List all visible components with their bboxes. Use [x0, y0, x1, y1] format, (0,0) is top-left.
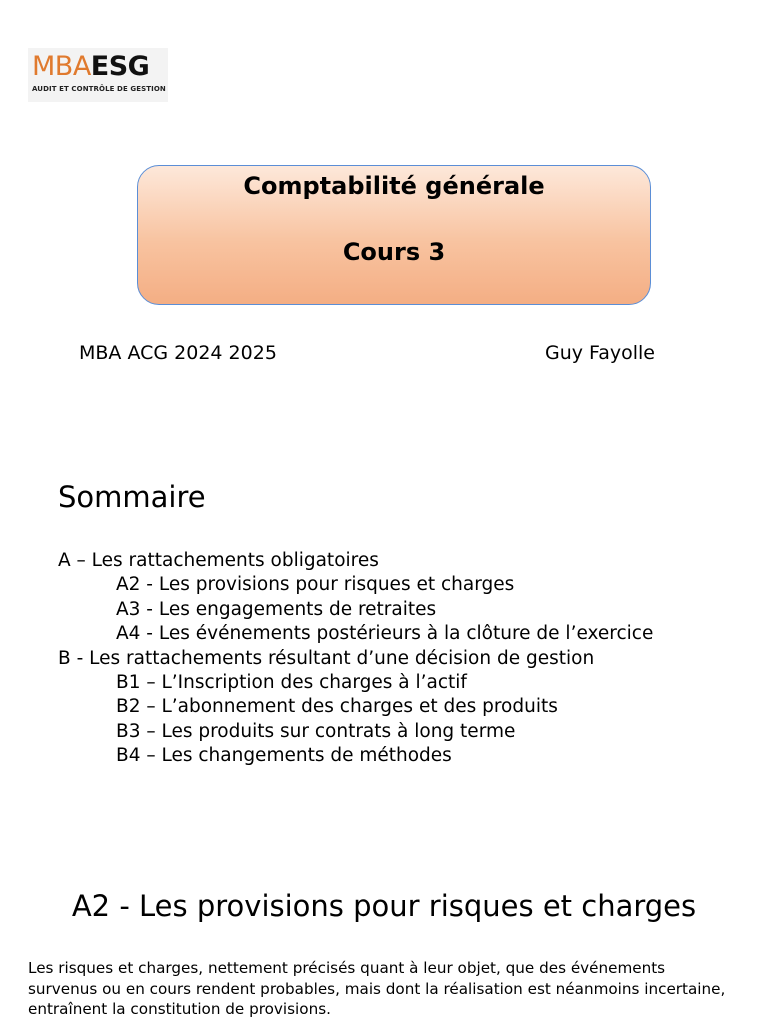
toc-item-b3: B3 – Les produits sur contrats à long terme: [116, 720, 516, 742]
mbaesg-logo: [28, 48, 168, 102]
logo-subtitle: AUDIT ET CONTRÔLE DE GESTION: [32, 85, 166, 93]
toc-item-b: B - Les rattachements résultant d’une décision de gestion: [58, 647, 595, 669]
toc-item-a3: A3 - Les engagements de retraites: [116, 598, 437, 620]
program-label: MBA ACG 2024 2025: [79, 342, 277, 364]
course-title: Comptabilité générale: [243, 172, 545, 200]
course-number: Cours 3: [342, 238, 446, 266]
author-name: Guy Fayolle: [545, 342, 655, 364]
section-paragraph: Les risques et charges, nettement précisés quant à leur objet, que des événements survenus ou en cours rendent probables, mais dont la réalisation est néanmoins incertaine, entraînent la constitution de provisions.: [28, 959, 726, 1018]
toc-item-b2: B2 – L’abonnement des charges et des produits: [116, 696, 558, 718]
toc-item-b1: B1 – L’Inscription des charges à l’actif: [116, 672, 467, 694]
toc-item-a4: A4 - Les événements postérieurs à la clôture de l’exercice: [116, 623, 654, 645]
toc-item-a: A – Les rattachements obligatoires: [58, 550, 379, 571]
logo-wordmark: [32, 50, 149, 84]
toc-item-b4: B4 – Les changements de méthodes: [116, 745, 452, 767]
toc-item-a2: A2 - Les provisions pour risques et charges: [116, 574, 515, 596]
logo-mba-text: MBA: [32, 51, 91, 82]
section-heading: A2 - Les provisions pour risques et charges: [71, 889, 697, 923]
sommaire-heading: Sommaire: [58, 480, 206, 514]
table-of-contents: [58, 549, 748, 769]
logo-esg-text: ESG: [90, 51, 150, 82]
course-title-box: [137, 165, 651, 305]
